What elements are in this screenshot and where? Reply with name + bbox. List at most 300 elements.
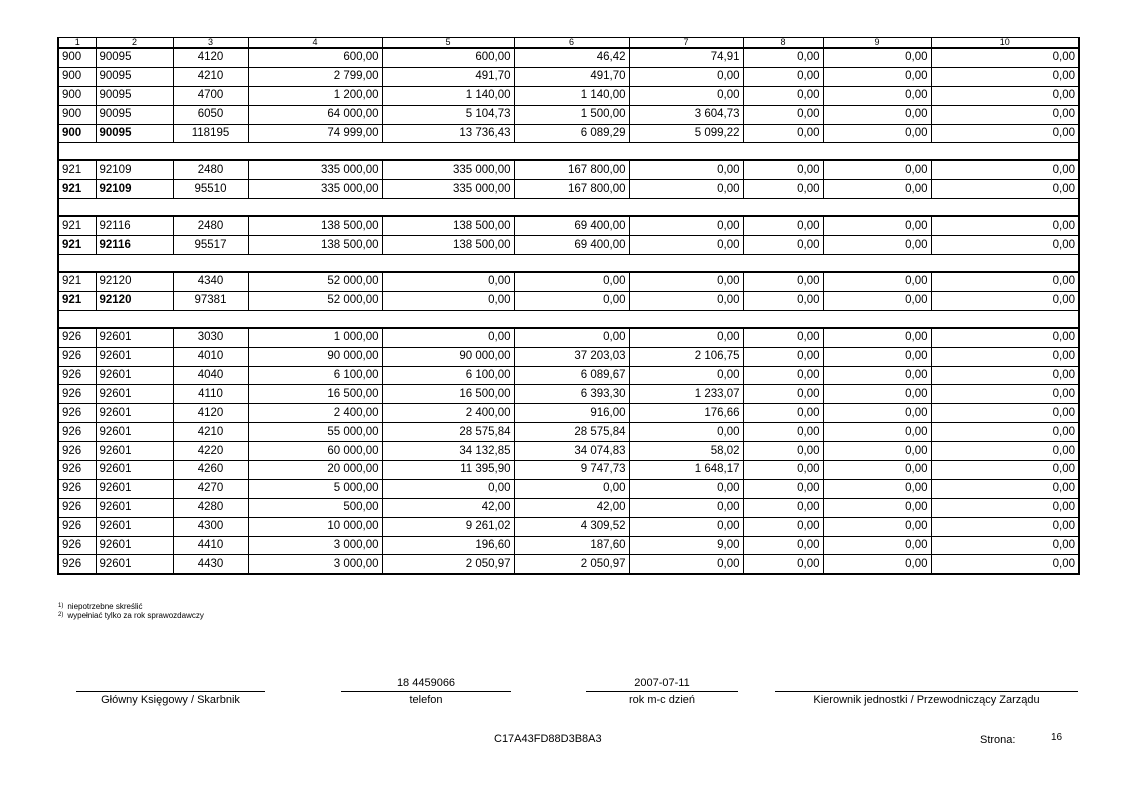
table-cell-col-4: 6 100,00	[248, 366, 382, 385]
signature-accountant	[76, 676, 265, 707]
table-cell-col-5: 335 000,00	[382, 180, 514, 199]
table-cell-col-2: 90095	[96, 86, 173, 105]
table-row	[58, 404, 1079, 423]
table-cell-col-8: 0,00	[743, 404, 823, 423]
table-cell-col-6: 187,60	[514, 536, 629, 555]
page-label: Strona:	[980, 734, 1016, 746]
table-cell-col-4: 335 000,00	[248, 180, 382, 199]
table-cell-col-5: 2 050,97	[382, 555, 514, 574]
table-cell-col-7: 74,91	[629, 48, 743, 67]
table-cell-col-9: 0,00	[823, 272, 931, 291]
table-cell-col-7: 0,00	[629, 517, 743, 536]
table-cell-col-10: 0,00	[931, 536, 1079, 555]
table-cell-col-10: 0,00	[931, 48, 1079, 67]
table-cell-col-8: 0,00	[743, 86, 823, 105]
table-cell-col-2: 92601	[96, 461, 173, 480]
table-cell-col-9: 0,00	[823, 517, 931, 536]
spacer-cell	[58, 143, 1079, 161]
table-cell-col-6: 6 393,30	[514, 385, 629, 404]
table-cell-col-10: 0,00	[931, 124, 1079, 143]
table-cell-col-7: 176,66	[629, 404, 743, 423]
table-cell-col-1: 921	[58, 216, 96, 235]
table-cell-col-9: 0,00	[823, 328, 931, 347]
table-cell-col-6: 0,00	[514, 291, 629, 310]
table-cell-col-5: 1 140,00	[382, 86, 514, 105]
table-cell-col-1: 921	[58, 236, 96, 255]
table-cell-col-6: 0,00	[514, 479, 629, 498]
table-cell-col-9: 0,00	[823, 160, 931, 179]
spacer-row	[58, 143, 1079, 161]
table-cell-col-7: 5 099,22	[629, 124, 743, 143]
table-cell-col-8: 0,00	[743, 291, 823, 310]
table-cell-col-8: 0,00	[743, 498, 823, 517]
table-cell-col-5: 9 261,02	[382, 517, 514, 536]
footnotes	[58, 602, 204, 620]
spacer-cell	[58, 310, 1079, 328]
table-cell-col-2: 92601	[96, 555, 173, 574]
table-cell-col-10: 0,00	[931, 236, 1079, 255]
table-row	[58, 385, 1079, 404]
table-cell-col-9: 0,00	[823, 291, 931, 310]
table-cell-col-3: 4040	[173, 366, 248, 385]
table-cell-col-10: 0,00	[931, 105, 1079, 124]
table-cell-col-2: 92601	[96, 328, 173, 347]
table-cell-col-6: 69 400,00	[514, 216, 629, 235]
table-cell-col-1: 926	[58, 555, 96, 574]
table-cell-col-9: 0,00	[823, 366, 931, 385]
table-cell-col-5: 6 100,00	[382, 366, 514, 385]
table-cell-col-6: 916,00	[514, 404, 629, 423]
table-cell-col-4: 3 000,00	[248, 555, 382, 574]
table-cell-col-6: 46,42	[514, 48, 629, 67]
table-cell-col-3: 3030	[173, 328, 248, 347]
phone-caption: telefon	[409, 694, 443, 706]
manager-value	[775, 676, 1078, 690]
table-cell-col-8: 0,00	[743, 461, 823, 480]
date-value: 2007-07-11	[634, 677, 690, 689]
table-row	[58, 105, 1079, 124]
spacer-row	[58, 255, 1079, 273]
column-header: 8	[743, 38, 823, 49]
table-row	[58, 67, 1079, 86]
table-cell-col-10: 0,00	[931, 366, 1079, 385]
table-cell-col-2: 90095	[96, 105, 173, 124]
table-cell-col-2: 92601	[96, 536, 173, 555]
table-cell-col-2: 92601	[96, 347, 173, 366]
table-cell-col-4: 90 000,00	[248, 347, 382, 366]
column-header: 10	[931, 38, 1079, 49]
spacer-row	[58, 310, 1079, 328]
table-cell-col-4: 64 000,00	[248, 105, 382, 124]
table-cell-col-2: 90095	[96, 48, 173, 67]
table-cell-col-5: 0,00	[382, 328, 514, 347]
table-cell-col-3: 2480	[173, 216, 248, 235]
table-cell-col-1: 921	[58, 291, 96, 310]
table-cell-col-1: 926	[58, 366, 96, 385]
table-cell-col-3: 4340	[173, 272, 248, 291]
table-cell-col-2: 90095	[96, 124, 173, 143]
table-cell-col-6: 491,70	[514, 67, 629, 86]
table-cell-col-8: 0,00	[743, 216, 823, 235]
spacer-cell	[58, 255, 1079, 273]
table-cell-col-10: 0,00	[931, 555, 1079, 574]
table-cell-col-8: 0,00	[743, 347, 823, 366]
table-cell-col-4: 55 000,00	[248, 423, 382, 442]
table-cell-col-5: 5 104,73	[382, 105, 514, 124]
table-cell-col-9: 0,00	[823, 461, 931, 480]
table-cell-col-9: 0,00	[823, 180, 931, 199]
table-cell-col-2: 92116	[96, 236, 173, 255]
table-cell-col-10: 0,00	[931, 442, 1079, 461]
table-cell-col-6: 6 089,29	[514, 124, 629, 143]
table-cell-col-10: 0,00	[931, 272, 1079, 291]
table-cell-col-9: 0,00	[823, 385, 931, 404]
table-cell-col-4: 16 500,00	[248, 385, 382, 404]
table-cell-col-5: 28 575,84	[382, 423, 514, 442]
table-cell-col-10: 0,00	[931, 328, 1079, 347]
table-cell-col-10: 0,00	[931, 67, 1079, 86]
table-cell-col-3: 4270	[173, 479, 248, 498]
table-cell-col-7: 0,00	[629, 366, 743, 385]
table-cell-col-6: 69 400,00	[514, 236, 629, 255]
table-cell-col-2: 92601	[96, 442, 173, 461]
date-caption: rok m-c dzień	[628, 694, 696, 706]
table-row	[58, 517, 1079, 536]
table-body	[58, 38, 1079, 575]
table-row	[58, 216, 1079, 235]
table-cell-col-7: 58,02	[629, 442, 743, 461]
table-cell-col-7: 1 648,17	[629, 461, 743, 480]
table-cell-col-9: 0,00	[823, 86, 931, 105]
summary-row	[58, 236, 1079, 255]
column-header: 4	[248, 38, 382, 49]
table-cell-col-6: 1 500,00	[514, 105, 629, 124]
table-cell-col-5: 16 500,00	[382, 385, 514, 404]
footnote-2-mark: 2)	[58, 612, 64, 618]
table-cell-col-6: 6 089,67	[514, 366, 629, 385]
table-cell-col-7: 9,00	[629, 536, 743, 555]
table-cell-col-1: 900	[58, 86, 96, 105]
table-cell-col-5: 600,00	[382, 48, 514, 67]
table-cell-col-10: 0,00	[931, 291, 1079, 310]
table-cell-col-3: 4120	[173, 404, 248, 423]
column-header: 7	[629, 38, 743, 49]
table-cell-col-5: 42,00	[382, 498, 514, 517]
table-cell-col-10: 0,00	[931, 517, 1079, 536]
table-row	[58, 328, 1079, 347]
table-cell-col-7: 0,00	[629, 498, 743, 517]
table-cell-col-1: 921	[58, 180, 96, 199]
table-cell-col-9: 0,00	[823, 48, 931, 67]
table-cell-col-4: 10 000,00	[248, 517, 382, 536]
table-cell-col-3: 4120	[173, 48, 248, 67]
table-cell-col-2: 92120	[96, 272, 173, 291]
table-cell-col-10: 0,00	[931, 423, 1079, 442]
table-cell-col-8: 0,00	[743, 366, 823, 385]
table-cell-col-10: 0,00	[931, 160, 1079, 179]
table-cell-col-9: 0,00	[823, 555, 931, 574]
table-cell-col-8: 0,00	[743, 423, 823, 442]
table-cell-col-3: 4220	[173, 442, 248, 461]
table-cell-col-3: 2480	[173, 160, 248, 179]
column-header: 2	[96, 38, 173, 49]
table-cell-col-3: 4210	[173, 423, 248, 442]
table-cell-col-3: 4110	[173, 385, 248, 404]
table-cell-col-3: 4210	[173, 67, 248, 86]
table-cell-col-10: 0,00	[931, 216, 1079, 235]
table-cell-col-7: 0,00	[629, 479, 743, 498]
table-cell-col-6: 0,00	[514, 328, 629, 347]
table-cell-col-3: 4700	[173, 86, 248, 105]
table-cell-col-4: 138 500,00	[248, 236, 382, 255]
column-header: 9	[823, 38, 931, 49]
table-cell-col-2: 92601	[96, 517, 173, 536]
table-cell-col-6: 9 747,73	[514, 461, 629, 480]
table-cell-col-1: 900	[58, 124, 96, 143]
signature-manager	[775, 676, 1078, 707]
summary-row	[58, 291, 1079, 310]
column-header: 5	[382, 38, 514, 49]
table-cell-col-1: 926	[58, 461, 96, 480]
table-cell-col-10: 0,00	[931, 180, 1079, 199]
table-row	[58, 479, 1079, 498]
table-cell-col-6: 28 575,84	[514, 423, 629, 442]
table-cell-col-3: 4010	[173, 347, 248, 366]
table-cell-col-9: 0,00	[823, 479, 931, 498]
footnote-2-text: wypełniać tylko za rok sprawozdawczy	[67, 611, 204, 620]
table-cell-col-5: 138 500,00	[382, 236, 514, 255]
phone-value: 18 4459066	[396, 677, 456, 689]
table-cell-col-9: 0,00	[823, 536, 931, 555]
table-cell-col-8: 0,00	[743, 517, 823, 536]
accountant-value	[76, 676, 265, 690]
table-cell-col-9: 0,00	[823, 423, 931, 442]
table-cell-col-7: 0,00	[629, 86, 743, 105]
table-cell-col-7: 0,00	[629, 555, 743, 574]
table-cell-col-2: 92601	[96, 404, 173, 423]
table-cell-col-1: 900	[58, 105, 96, 124]
table-cell-col-9: 0,00	[823, 216, 931, 235]
table-cell-col-10: 0,00	[931, 498, 1079, 517]
report-table	[57, 37, 1080, 575]
table-cell-col-5: 34 132,85	[382, 442, 514, 461]
table-cell-col-6: 167 800,00	[514, 180, 629, 199]
table-cell-col-5: 11 395,90	[382, 461, 514, 480]
table-row	[58, 423, 1079, 442]
table-header-row	[58, 38, 1079, 49]
table-cell-col-1: 926	[58, 517, 96, 536]
footnote-1-mark: 1)	[58, 603, 64, 609]
table-cell-col-1: 900	[58, 67, 96, 86]
table-cell-col-3: 6050	[173, 105, 248, 124]
table-cell-col-1: 926	[58, 442, 96, 461]
table-cell-col-1: 926	[58, 404, 96, 423]
table-cell-col-3: 4300	[173, 517, 248, 536]
table-cell-col-2: 90095	[96, 67, 173, 86]
table-row	[58, 366, 1079, 385]
table-cell-col-1: 921	[58, 160, 96, 179]
table-cell-col-10: 0,00	[931, 385, 1079, 404]
table-cell-col-3: 4410	[173, 536, 248, 555]
table-cell-col-1: 921	[58, 272, 96, 291]
table-cell-col-7: 0,00	[629, 67, 743, 86]
signature-phone	[341, 676, 511, 707]
table-cell-col-7: 2 106,75	[629, 347, 743, 366]
table-cell-col-5: 491,70	[382, 67, 514, 86]
table-cell-col-8: 0,00	[743, 180, 823, 199]
table-cell-col-2: 92601	[96, 498, 173, 517]
table-cell-col-8: 0,00	[743, 160, 823, 179]
table-cell-col-2: 92120	[96, 291, 173, 310]
table-cell-col-7: 3 604,73	[629, 105, 743, 124]
table-cell-col-8: 0,00	[743, 328, 823, 347]
column-header: 6	[514, 38, 629, 49]
table-cell-col-4: 52 000,00	[248, 272, 382, 291]
table-row	[58, 347, 1079, 366]
table-cell-col-6: 37 203,03	[514, 347, 629, 366]
table-cell-col-1: 926	[58, 385, 96, 404]
page-number: 16	[1051, 732, 1063, 743]
table-cell-col-5: 138 500,00	[382, 216, 514, 235]
table-cell-col-8: 0,00	[743, 442, 823, 461]
table-cell-col-1: 926	[58, 328, 96, 347]
table-cell-col-4: 1 000,00	[248, 328, 382, 347]
table-row	[58, 461, 1079, 480]
table-cell-col-4: 74 999,00	[248, 124, 382, 143]
table-cell-col-4: 1 200,00	[248, 86, 382, 105]
table-cell-col-5: 13 736,43	[382, 124, 514, 143]
table-cell-col-7: 0,00	[629, 216, 743, 235]
summary-row	[58, 124, 1079, 143]
table-cell-col-8: 0,00	[743, 385, 823, 404]
table-row	[58, 555, 1079, 574]
table-cell-col-6: 4 309,52	[514, 517, 629, 536]
accountant-caption: Główny Księgowy / Skarbnik	[101, 694, 240, 706]
table-cell-col-1: 926	[58, 536, 96, 555]
footnote-1	[58, 602, 204, 611]
table-cell-col-9: 0,00	[823, 498, 931, 517]
table-cell-col-8: 0,00	[743, 67, 823, 86]
spacer-cell	[58, 199, 1079, 217]
table-cell-col-4: 20 000,00	[248, 461, 382, 480]
table-row	[58, 442, 1079, 461]
table-cell-col-7: 0,00	[629, 291, 743, 310]
table-cell-col-7: 0,00	[629, 423, 743, 442]
table-row	[58, 86, 1079, 105]
table-cell-col-7: 0,00	[629, 160, 743, 179]
table-cell-col-6: 2 050,97	[514, 555, 629, 574]
table-cell-col-8: 0,00	[743, 105, 823, 124]
table-cell-col-1: 926	[58, 347, 96, 366]
table-cell-col-2: 92601	[96, 423, 173, 442]
table-cell-col-1: 926	[58, 423, 96, 442]
table-cell-col-7: 0,00	[629, 180, 743, 199]
table-cell-col-3: 4260	[173, 461, 248, 480]
table-cell-col-4: 52 000,00	[248, 291, 382, 310]
table-cell-col-2: 92601	[96, 479, 173, 498]
table-cell-col-9: 0,00	[823, 404, 931, 423]
table-row	[58, 272, 1079, 291]
table-cell-col-2: 92601	[96, 385, 173, 404]
table-cell-col-4: 3 000,00	[248, 536, 382, 555]
table-cell-col-7: 0,00	[629, 236, 743, 255]
table-cell-col-10: 0,00	[931, 347, 1079, 366]
signature-date	[586, 676, 738, 707]
table-cell-col-7: 0,00	[629, 328, 743, 347]
manager-caption: Kierownik jednostki / Przewodniczący Zarządu	[813, 694, 1040, 706]
table-row	[58, 498, 1079, 517]
table-cell-col-3: 95510	[173, 180, 248, 199]
footnote-1-text: niepotrzebne skreślić	[67, 602, 143, 611]
document-code: C17A43FD88D3B8A3	[494, 733, 602, 745]
table-cell-col-4: 60 000,00	[248, 442, 382, 461]
table-cell-col-8: 0,00	[743, 124, 823, 143]
column-header: 3	[173, 38, 248, 49]
table-cell-col-5: 335 000,00	[382, 160, 514, 179]
table-cell-col-4: 138 500,00	[248, 216, 382, 235]
table-cell-col-10: 0,00	[931, 86, 1079, 105]
table-cell-col-4: 2 400,00	[248, 404, 382, 423]
table-row	[58, 536, 1079, 555]
table-cell-col-5: 0,00	[382, 272, 514, 291]
table-cell-col-5: 0,00	[382, 479, 514, 498]
table-cell-col-3: 95517	[173, 236, 248, 255]
table-row	[58, 48, 1079, 67]
column-header: 1	[58, 38, 96, 49]
table-cell-col-4: 600,00	[248, 48, 382, 67]
table-cell-col-3: 118195	[173, 124, 248, 143]
table-cell-col-1: 900	[58, 48, 96, 67]
table-cell-col-4: 2 799,00	[248, 67, 382, 86]
table-cell-col-2: 92116	[96, 216, 173, 235]
table-cell-col-6: 42,00	[514, 498, 629, 517]
table-cell-col-8: 0,00	[743, 536, 823, 555]
table-cell-col-3: 4280	[173, 498, 248, 517]
footnote-2	[58, 611, 204, 620]
table-cell-col-2: 92109	[96, 180, 173, 199]
table-cell-col-10: 0,00	[931, 479, 1079, 498]
table-cell-col-2: 92109	[96, 160, 173, 179]
table-cell-col-1: 926	[58, 498, 96, 517]
table-cell-col-8: 0,00	[743, 479, 823, 498]
table-cell-col-9: 0,00	[823, 124, 931, 143]
summary-row	[58, 180, 1079, 199]
table-cell-col-3: 4430	[173, 555, 248, 574]
table-cell-col-5: 0,00	[382, 291, 514, 310]
table-cell-col-9: 0,00	[823, 67, 931, 86]
table-cell-col-8: 0,00	[743, 48, 823, 67]
table-cell-col-9: 0,00	[823, 105, 931, 124]
table-cell-col-9: 0,00	[823, 347, 931, 366]
table-cell-col-7: 0,00	[629, 272, 743, 291]
table-cell-col-2: 92601	[96, 366, 173, 385]
table-row	[58, 160, 1079, 179]
table-cell-col-5: 90 000,00	[382, 347, 514, 366]
table-cell-col-5: 196,60	[382, 536, 514, 555]
table-cell-col-10: 0,00	[931, 404, 1079, 423]
table-cell-col-6: 34 074,83	[514, 442, 629, 461]
table-cell-col-6: 1 140,00	[514, 86, 629, 105]
table-cell-col-3: 97381	[173, 291, 248, 310]
table-cell-col-4: 335 000,00	[248, 160, 382, 179]
table-cell-col-9: 0,00	[823, 236, 931, 255]
table-cell-col-9: 0,00	[823, 442, 931, 461]
table-cell-col-4: 5 000,00	[248, 479, 382, 498]
table-cell-col-5: 2 400,00	[382, 404, 514, 423]
spacer-row	[58, 199, 1079, 217]
table-cell-col-7: 1 233,07	[629, 385, 743, 404]
table-cell-col-6: 0,00	[514, 272, 629, 291]
